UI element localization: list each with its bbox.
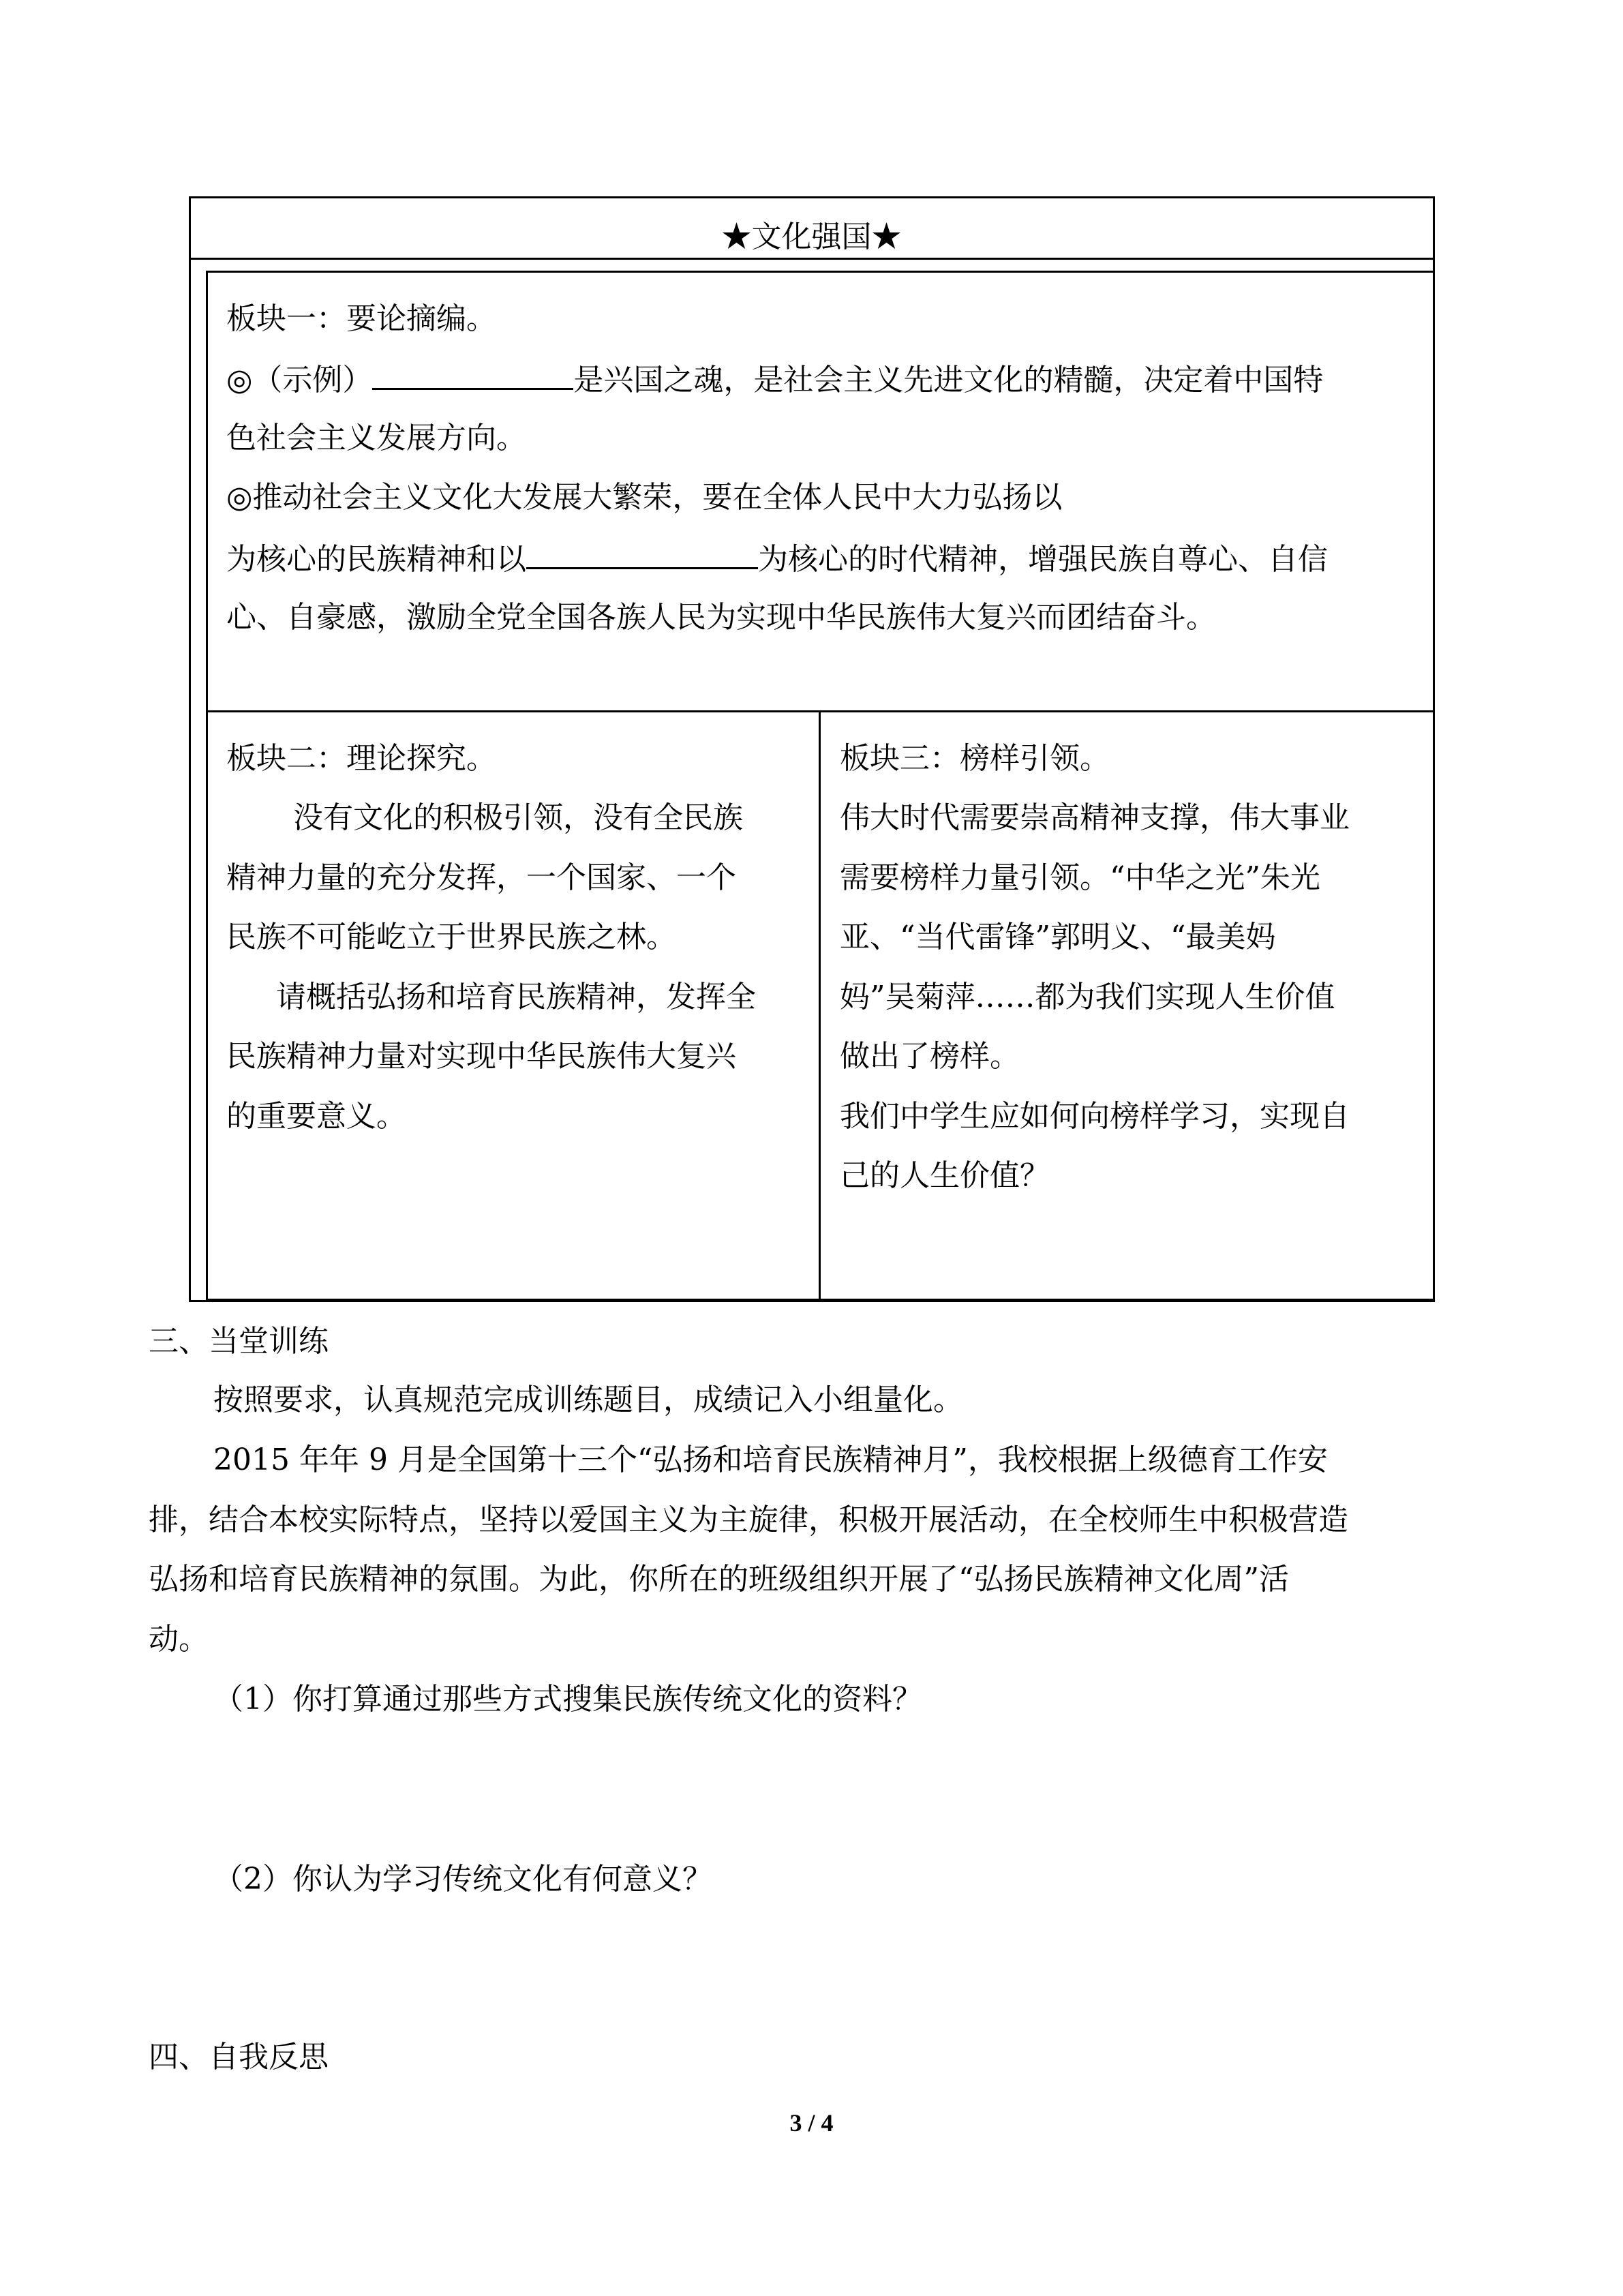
section4-heading: 四、自我反思 — [149, 2040, 329, 2074]
block1-line1-suffix: 是兴国之魂，是社会主义先进文化的精髓，决定着中国特 — [573, 363, 1324, 397]
block2-line: 民族不可能屹立于世界民族之林。 — [226, 920, 676, 954]
block1-line4-prefix: 为核心的民族精神和以 — [226, 542, 526, 577]
block2-line: 的重要意义。 — [226, 1099, 406, 1134]
section3-intro: 按照要求，认真规范完成训练题目，成绩记入小组量化。 — [213, 1383, 963, 1417]
block3-line: 我们中学生应如何向榜样学习，实现自 — [840, 1099, 1350, 1134]
block3-line: 己的人生价值？ — [840, 1158, 1050, 1193]
section3-paragraph-line: 排，结合本校实际特点，坚持以爱国主义为主旋律，积极开展活动，在全校师生中积极营造 — [149, 1502, 1348, 1537]
question-2: （2）你认为学习传统文化有何意义？ — [213, 1862, 712, 1897]
title-divider — [189, 258, 1435, 260]
block1-line5: 心、自豪感，激励全党全国各族人民为实现中华民族伟大复兴而团结奋斗。 — [226, 600, 1216, 635]
block1-line2: 色社会主义发展方向。 — [226, 421, 526, 455]
block1-heading: 板块一：要论摘编。 — [226, 301, 496, 336]
fill-blank-1[interactable] — [372, 358, 573, 390]
fill-blank-2[interactable] — [526, 537, 758, 569]
block2-line: 没有文化的积极引领，没有全民族 — [293, 800, 743, 835]
question-1: （1）你打算通过那些方式搜集民族传统文化的资料？ — [213, 1682, 922, 1717]
section3-heading: 三、当堂训练 — [149, 1324, 329, 1359]
block1-line4 — [226, 537, 1328, 580]
block2-line: 民族精神力量对实现中华民族伟大复兴 — [226, 1039, 736, 1074]
section3-paragraph-line: 2015 年年 9 月是全国第十三个“弘扬和培育民族精神月”，我校根据上级德育工作安 — [213, 1442, 1328, 1477]
block3-line: 伟大时代需要崇高精神支撑，伟大事业 — [840, 800, 1350, 835]
block3-line: 亚、“当代雷锋”郭明义、“最美妈 — [840, 920, 1276, 954]
block1-line4-suffix: 为核心的时代精神，增强民族自尊心、自信 — [758, 542, 1328, 577]
block3-heading: 板块三：榜样引领。 — [840, 741, 1110, 776]
block2-heading: 板块二：理论探究。 — [226, 741, 496, 776]
block3-line: 做出了榜样。 — [840, 1039, 1020, 1074]
block1-line1-prefix: ◎（示例） — [226, 363, 373, 397]
section3-paragraph-line: 动。 — [149, 1622, 209, 1657]
block2-line: 精神力量的充分发挥，一个国家、一个 — [226, 860, 736, 895]
page-title: ★文化强国★ — [721, 220, 902, 254]
block-bottom-divider — [819, 710, 821, 1301]
page-number: 3 / 4 — [789, 2109, 834, 2136]
block3-line: 需要榜样力量引领。“中华之光”朱光 — [840, 860, 1320, 895]
block1-line3: ◎推动社会主义文化大发展大繁荣，要在全体人民中大力弘扬以 — [226, 480, 1063, 515]
block3-line: 妈”吴菊萍……都为我们实现人生价值 — [840, 980, 1335, 1014]
block1-line1 — [226, 358, 1323, 401]
section3-paragraph-line: 弘扬和培育民族精神的氛围。为此，你所在的班级组织开展了“弘扬民族精神文化周”活 — [149, 1562, 1289, 1597]
block2-line: 请概括弘扬和培育民族精神，发挥全 — [276, 980, 756, 1014]
